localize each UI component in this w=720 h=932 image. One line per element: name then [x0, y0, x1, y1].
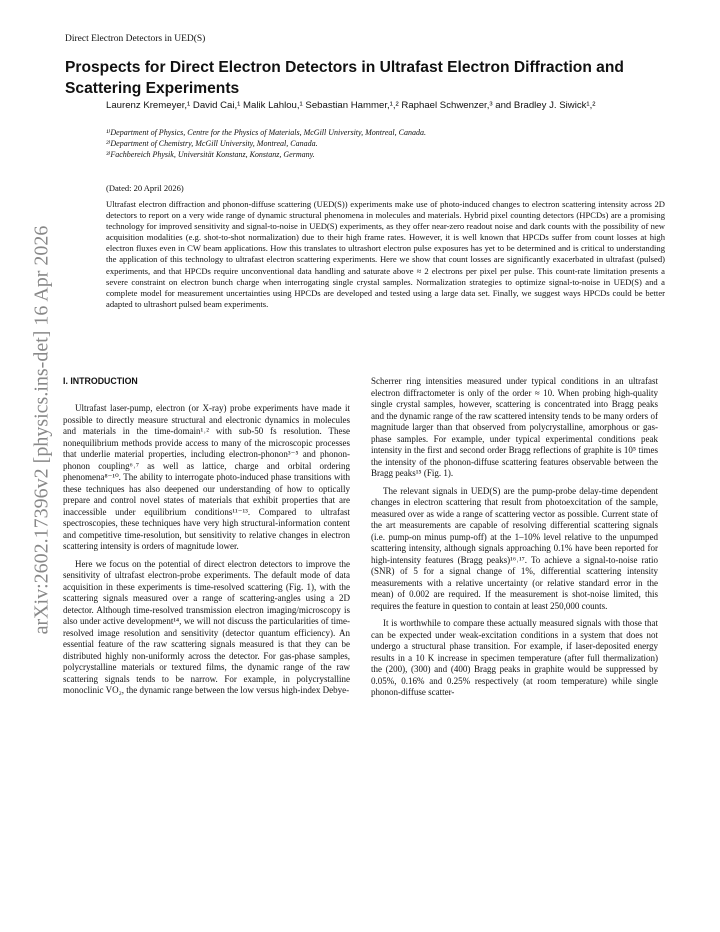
paper-title: Prospects for Direct Electron Detectors in Ultrafast Electron Diffraction and Scattering Experiments: [65, 59, 624, 97]
section-heading: I. INTRODUCTION: [63, 376, 138, 386]
running-head: Direct Electron Detectors in UED(S): [65, 34, 206, 44]
paragraph: Here we focus on the potential of direct electron detectors to improve the sensitivity of ultrafast electron-probe experiments. The default mode of data acquisition in these experiments is time-resolved scattering (Fig. 1), with the scattering signals measured over a range of scattering-angles using a 2D detector. Although time-resolved transmission electron imaging/microscopy is also under active development¹⁴, we will not discuss the particularities of time-resolved image resolution and sensitivity (detector quantum efficiency). An essential feature of the raw scattering signals measured is that they can be distributed highly non-uniformly across the detector. For gas-phase samples, polycrystalline materials or textured films, the dynamic range of the raw scattering signals tends to be narrow. For example, in polycrystalline monoclinic VO₂, the dynamic range between the low versus high-index Debye-: [63, 558, 350, 695]
paragraph: It is worthwhile to compare these actually measured signals with those that can be expected under weak-excitation conditions in a system that does not undergo a structural phase transition. For example, if laser-deposited energy results in a 10 K increase in specimen temperature (after full thermalization) the (200), (300) and (400) Bragg peaks in graphite would be suppressed by 0.05%, 0.16% and 0.25% respectively (at room temperature) while single phonon-diffuse scatter-: [371, 618, 658, 697]
abstract: Ultrafast electron diffraction and phonon-diffuse scattering (UED(S)) experiments make use of photo-induced changes to electron scattering intensity across 2D detectors to report on a very wide range of dynamic structural phenomena in molecules and materials. Hybrid pixel counting detectors (HPCDs) are a promising technology for improved sensitivity and signal-to-noise in UED(S) experiments, as they offer near-zero readout noise and dark counts with the possibility of new acquisition modalities (e.g. shot-to-shot normalization) due to their high frame rates. However, it is well known that HPCDs suffer from count losses at high electron fluxes even in CW beam applications. How this translates to ultrashort electron pulse exposures has yet to be determined and is critical to understanding the application of this technology to ultrafast electron scattering experiments. Here we show that count losses are significantly exacerbated in ultrafast (pulsed) experiments, and that HPCDs require unconventional data handling and saturate above ≈ 2 electrons per pixel per pulse. This count-rate limitation presents a severe constraint on electron bunch charge when interrogating single crystal samples. Normalization strategies to optimize signal-to-noise in UED(S) and a complete model for measurement uncertainties using HPCDs are developed and tested using a large data set. Finally, we suggest ways HPCDs could be better adapted to ultrashort pulsed beam experiments.: [106, 199, 665, 309]
paragraph: Scherrer ring intensities measured under typical conditions in an ultrafast electron diffractometer is only of the order ≈ 10. When probing high-quality single crystal samples, however, scattering is concentrated into Bragg peaks and the dynamic range of the raw scattered intensity tends to be many orders of magnitude larger than that observed from polycrystalline, amorphous or gas-phase samples. For example, under typical experimental conditions peak intensity in the first and second order Bragg reflections of graphite is 10⁵ times the intensity of the phonon-diffuse scattering features observable between the Bragg peaks¹⁵ (Fig. 1).: [371, 376, 658, 478]
left-column: [63, 403, 350, 703]
affiliations: [106, 127, 666, 160]
affiliation-1: ¹⁾Department of Physics, Centre for the Physics of Materials, McGill University, Montreal, Canada.: [106, 128, 426, 137]
author-list: Laurenz Kremeyer,¹ David Cai,¹ Malik Lahlou,¹ Sebastian Hammer,¹,² Raphael Schwenzer,³ and Bradley J. Siwick¹,²: [106, 100, 596, 111]
paragraph: Ultrafast laser-pump, electron (or X-ray) probe experiments have made it possible to directly measure structural and electronic dynamics in molecules and materials in the time-domain¹˒² with sub-50 fs resolution. These nonequilibrium methods provide access to many of the microscopic processes that underlie material properties, including electron-phonon³⁻⁵ and phonon-phonon coupling⁶˒⁷ as well as lattice, charge and orbital ordering phenomena⁸⁻¹⁰. The ability to interrogate photo-induced phase transitions with these techniques has also deepened our understanding of how to optically prepare and control novel states of materials that exhibit properties that are inaccessible under equilibrium conditions¹¹⁻¹³. Compared to ultrafast spectroscopies, these techniques have very high structural-information content and competitive time-resolution, but sensitivity to relative changes in electron scattering intensity is orders of magnitude lower.: [63, 403, 350, 551]
right-column: [371, 376, 658, 705]
paragraph: The relevant signals in UED(S) are the pump-probe delay-time dependent changes in electron scattering that result from photoexcitation of the sample, measured over as wide a range of scattering vector as possible. Current state of the art measurements are capable of resolving differential scattering signals (i.e. pump-on minus pump-off) at the 1–10% level relative to the unpumped scattering intensity, although signals approaching 0.1% have been reported for high-intensity features (Bragg peaks)¹⁶˒¹⁷. To achieve a signal-to-noise ratio (SNR) of 5 for a signal change of 1%, differential scattering intensity measurements with a relative uncertainty (or relative standard error in the mean) of 0.002 are required. If the measurement is shot-noise limited, this requires the feature in question to contain at least 250,000 counts.: [371, 485, 658, 611]
arxiv-identifier: arXiv:2602.17396v2 [physics.ins-det] 16 Apr 2026: [30, 225, 53, 635]
date-line: (Dated: 20 April 2026): [106, 183, 184, 193]
affiliation-2: ²⁾Department of Chemistry, McGill University, Montreal, Canada.: [106, 139, 318, 148]
affiliation-3: ³⁾Fachbereich Physik, Universität Konstanz, Konstanz, Germany.: [106, 150, 315, 159]
